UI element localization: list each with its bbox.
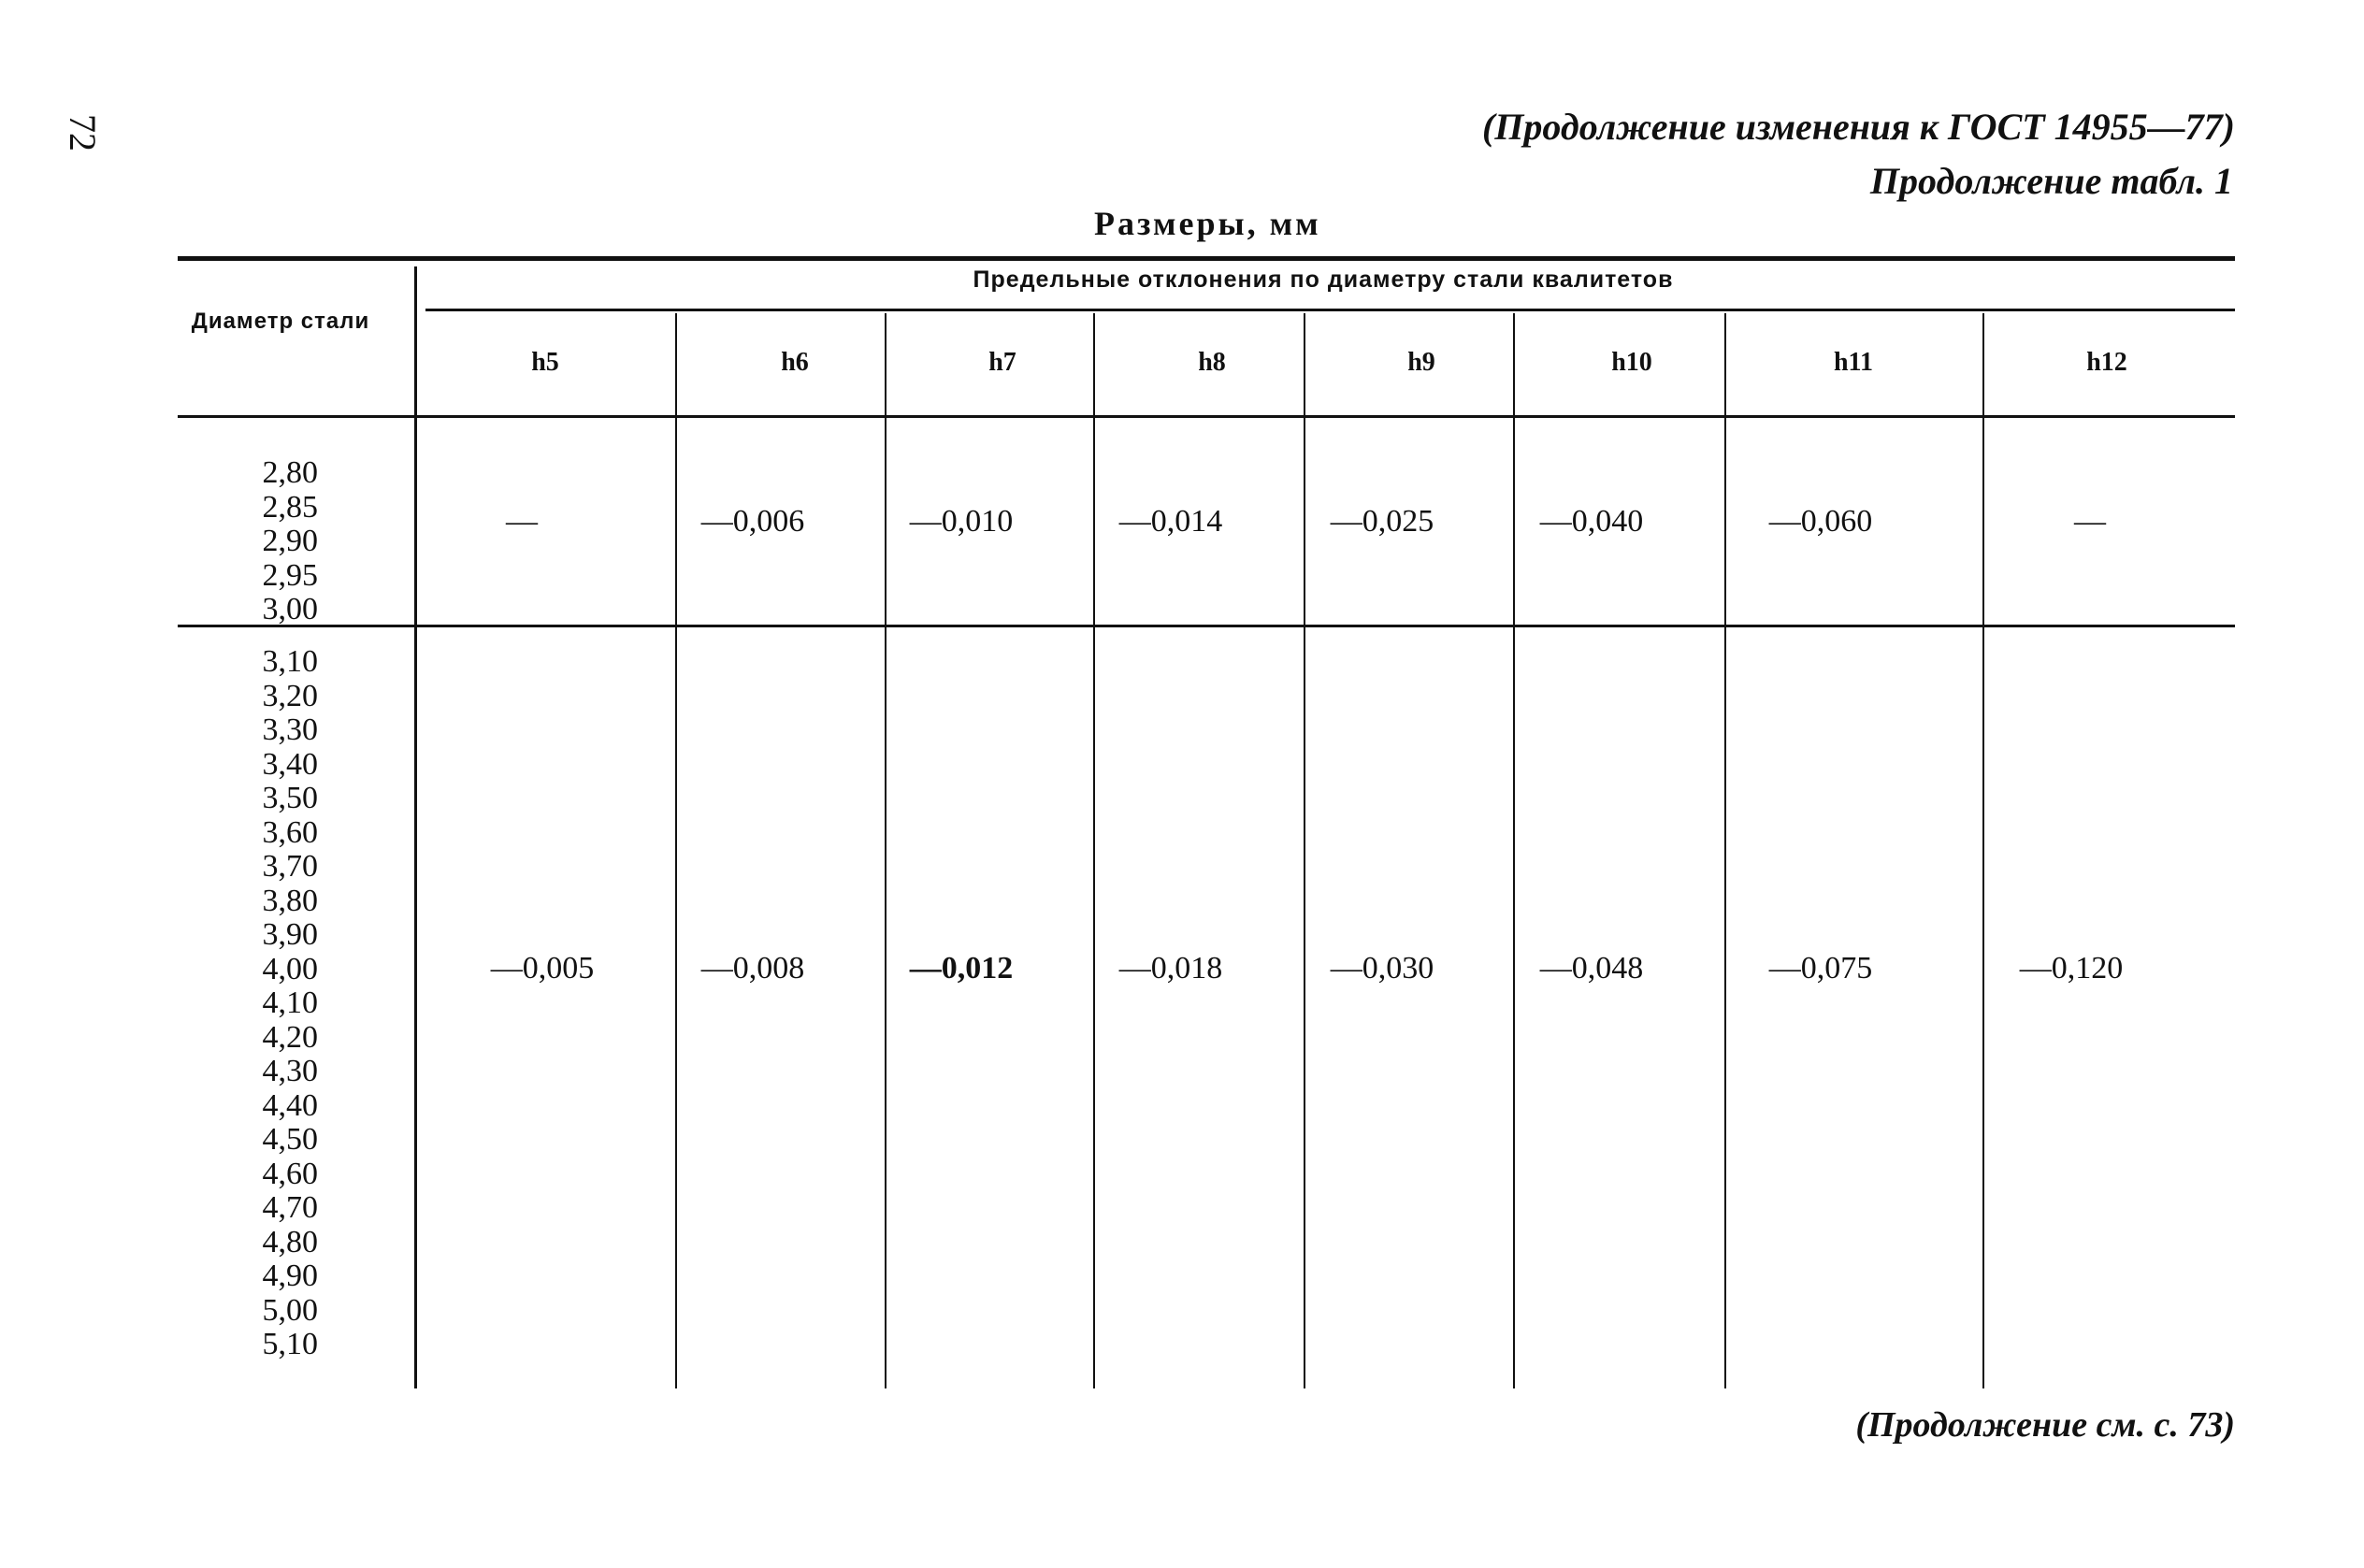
column-header-h10: h10 [1611,348,1652,377]
diameter-value: 4,20 [262,1019,318,1055]
column-header-h5: h5 [531,348,559,377]
stub-divider-line [414,266,417,1388]
table-top-rule [178,256,2235,261]
diameter-list [196,456,318,627]
diameter-value: 4,80 [262,1224,318,1259]
deviation-cell: —0,030 [1330,951,1434,985]
diameter-value: 2,95 [262,557,318,593]
header-bottom-rule [178,415,2235,418]
deviation-cell: —0,008 [700,951,805,985]
column-header-h12: h12 [2086,348,2127,377]
diameter-value: 5,10 [262,1327,318,1361]
deviation-cell: —0,012 [909,951,1014,985]
diameter-value: 3,20 [262,678,318,713]
diameter-value: 3,50 [262,781,318,815]
group-header-rule [425,309,2235,311]
column-divider-line [1093,313,1095,1388]
diameter-value: 4,90 [262,1259,318,1293]
diameter-value: 3,80 [262,883,318,918]
deviation-cell: —0,010 [909,504,1014,539]
deviation-cell: —0,060 [1768,504,1873,539]
table-continuation-label: Продолжение табл. 1 [1869,160,2233,202]
column-divider-line [885,313,886,1388]
column-divider-line [1304,313,1305,1388]
deviation-cell: —0,048 [1539,951,1644,985]
diameter-value: 3,70 [262,849,318,884]
column-header-h11: h11 [1833,348,1874,377]
diameter-value: 4,30 [262,1054,318,1088]
deviation-cell: —0,025 [1330,504,1434,539]
deviation-cell: —0,120 [2019,951,2124,985]
group-separator-rule [178,625,2235,627]
diameter-value: 4,60 [262,1156,318,1191]
diameter-value: 3,10 [262,644,318,679]
deviation-cell: —0,005 [490,951,595,985]
group-header: Предельные отклонения по диаметру стали квалитетов [973,266,1674,293]
diameter-value: 2,90 [262,524,318,558]
diameter-value: 4,50 [262,1122,318,1157]
column-header-h6: h6 [781,348,809,377]
continuation-note: (Продолжение см. с. 73) [1855,1405,2235,1445]
column-divider-line [675,313,677,1388]
document-header: (Продолжение изменения к ГОСТ 14955—77) [1481,106,2235,148]
diameter-value: 5,00 [262,1292,318,1328]
column-header-h9: h9 [1407,348,1435,377]
diameter-value: 3,30 [262,712,318,747]
diameter-value: 4,70 [262,1190,318,1225]
column-header-h8: h8 [1198,348,1226,377]
column-header-h7: h7 [988,348,1016,377]
diameter-value: 3,90 [262,917,318,952]
column-divider-line [1982,313,1984,1388]
diameter-value: 3,00 [262,592,318,626]
stub-header: Диаметр стали [191,309,370,334]
column-divider-line [1513,313,1515,1388]
diameter-value: 3,40 [262,746,318,782]
deviation-cell: —0,006 [700,504,805,539]
diameter-list [196,645,318,1362]
deviation-cell: — [2074,504,2106,539]
diameter-value: 4,10 [262,985,318,1020]
deviation-cell: —0,075 [1768,951,1873,985]
dimensions-caption: Размеры, мм [1094,205,1321,242]
diameter-value: 4,00 [262,951,318,986]
deviation-cell: —0,040 [1539,504,1644,539]
diameter-value: 4,40 [262,1087,318,1123]
page-number: 72 [62,114,104,151]
diameter-value: 2,80 [262,455,318,490]
column-divider-line [1724,313,1726,1388]
diameter-value: 2,85 [262,489,318,525]
deviation-cell: — [506,504,538,539]
deviation-cell: —0,018 [1118,951,1223,985]
diameter-value: 3,60 [262,814,318,850]
deviation-cell: —0,014 [1118,504,1223,539]
